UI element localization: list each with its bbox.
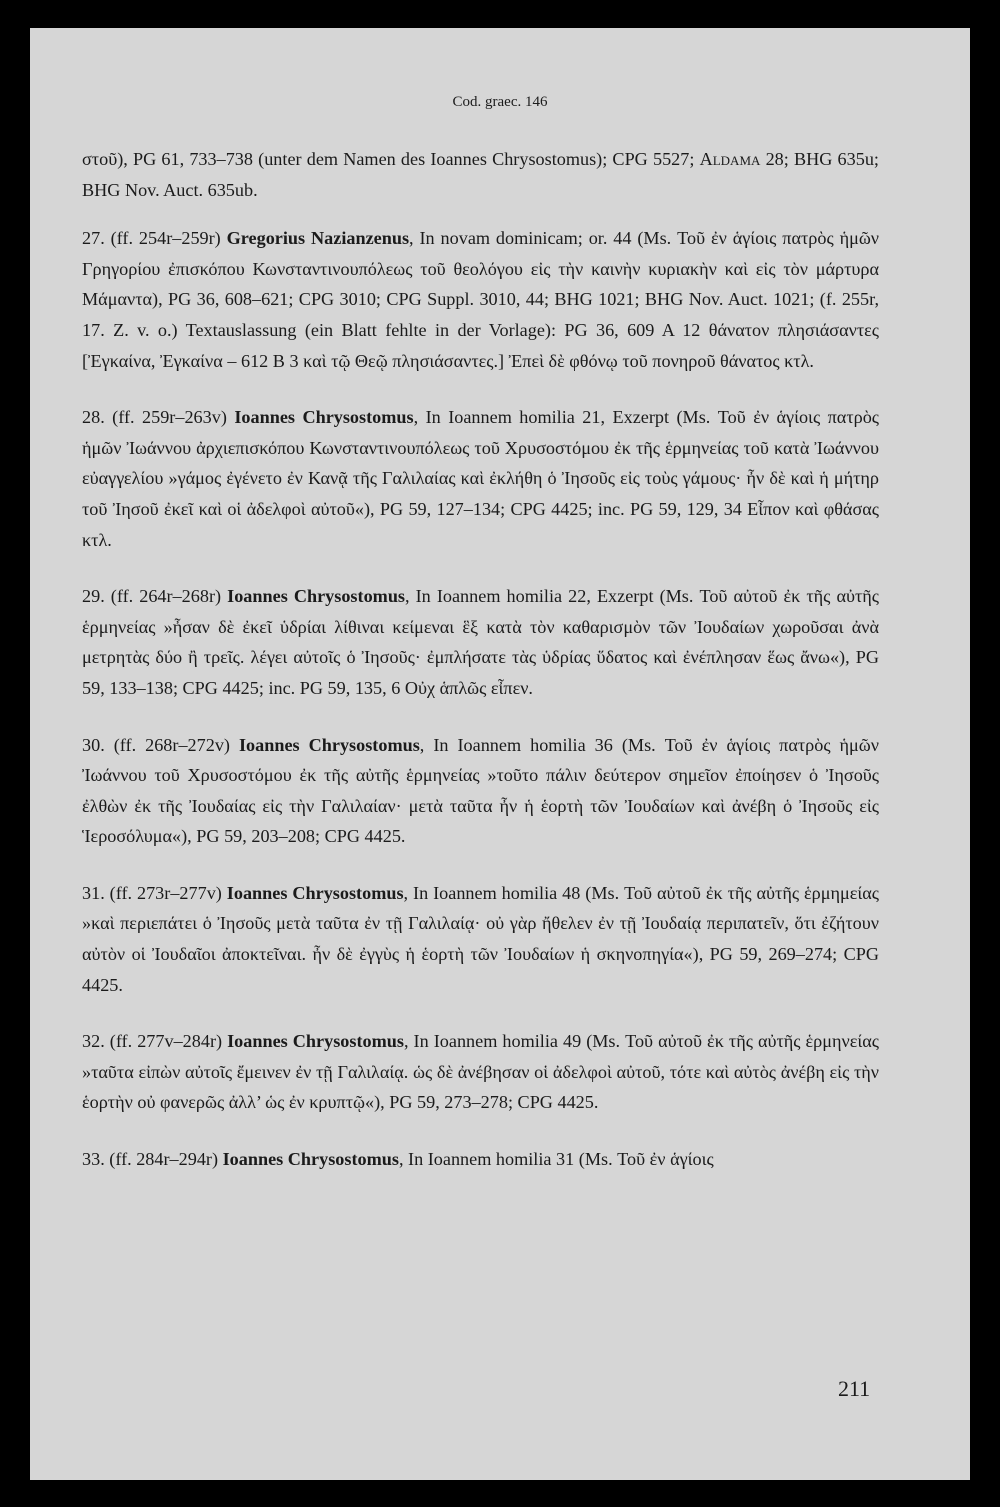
entry-32 [82,1026,879,1118]
entry-text: , In Ioannem homilia 22, Exzerpt (Ms. Τοῦ αὐτοῦ ἐκ τῆς αὐτῆς ἑρμηνείας »ἦσαν δὲ ἐκεῖ ὑδρίαι λίθιναι κείμεναι ἓξ κατὰ τὸν καθαρισμὸν τῶν Ἰουδαίων χωροῦσαι ἀνὰ μετρητὰς δύο ἢ τρεῖς. λέγει αὐτοῖς ὁ Ἰησοῦς· ἐμπλήσατε τὰς ὑδρίας ὕδατος καὶ ἐνέπλησαν ἕως ἄνω«), PG 59, 133–138; CPG 4425; inc. PG 59, 135, 6 Οὐχ ἁπλῶς εἶπεν. [82,586,880,698]
entry-text: , In novam dominicam; or. 44 (Ms. Τοῦ ἐν ἁγίοις πατρὸς ἡμῶν Γρηγορίου ἐπισκόπου Κωνσταντινουπόλεως τοῦ θεολόγου εἰς τὴν καινὴν κυριακὴν καὶ εἰς τὸν μάρτυρα Μάμαντα), PG 36, 608–621; CPG 3010; CPG Suppl. 3010, 44; BHG 1021; BHG Nov. Auct. 1021; (f. 255r, 17. Z. v. o.) Textauslassung (ein Blatt fehlte in der Vorlage): PG 36, 609 A 12 θάνατον πλησιάσαντες [Ἐγκαίνα, Ἐγκαίνα – 612 B 3 καὶ τῷ Θεῷ πλησιάσαντες.] Ἐπεὶ δὲ φθόνῳ τοῦ πονηροῦ θάνατος κτλ. [82,228,880,371]
entry-author: Ioannes Chrysostomus [222,1149,399,1170]
entry-text: , In Ioannem homilia 49 (Ms. Τοῦ αὐτοῦ ἐκ τῆς αὐτῆς ἑρμηνείας »ταῦτα εἰπὼν αὐτοῖς ἔμεινεν ἐν τῇ Γαλιλαίᾳ. ὡς δὲ ἀνέβησαν οἱ ἀδελφοὶ αὐτοῦ, τότε καὶ αὐτὸς ἀνέβη εἰς τὴν ἑορτὴν οὐ φανερῶς ἀλλ’ ὡς ἐν κρυπτῷ«), PG 59, 273–278; CPG 4425. [82,1031,880,1113]
entry-text: , In Ioannem homilia 36 (Ms. Τοῦ ἐν ἁγίοις πατρὸς ἡμῶν Ἰωάννου τοῦ Χρυσοστόμου ἐκ τῆς αὐτῆς ἑρμηνείας »τοῦτο πάλιν δεύτερον σημεῖον ἐποίησεν ὁ Ἰησοῦς ἐλθὼν ἐκ τῆς Ἰουδαίας εἰς τὴν Γαλιλαίαν· μετὰ ταῦτα ἦν ἡ ἑορτὴ τῶν Ἰουδαίων καὶ ἀνέβη ὁ Ἰησοῦς εἰς Ἱεροσόλυμα«), PG 59, 203–208; CPG 4425. [82,734,879,847]
author-smallcaps: Aldama [699,149,761,169]
entry-author: Gregorius Nazianzenus [226,228,410,249]
entry-31 [82,878,879,1000]
entry-number: 28. (ff. 259r–263v) [82,407,227,428]
entry-author: Ioannes Chrysostomus [226,882,404,903]
entry-number: 29. (ff. 264r–268r) [82,586,222,607]
entry-text: στοῦ), PG 61, 733–738 (unter dem Namen des Ioannes Chrysostomus); CPG 5527; [82,149,700,169]
entry-text: , In Ioannem homilia 21, Exzerpt (Ms. Τοῦ ἐν ἁγίοις πατρὸς ἡμῶν Ἰωάννου ἀρχιεπισκόπου Κωνσταντινουπόλεως τοῦ Χρυσοστόμου ἐκ τῆς ἑρμηνείας τοῦ κατὰ Ἰωάννου εὐαγγελίου »γάμος ἐγένετο ἐν Κανᾷ τῆς Γαλιλαίας καὶ ἐκλήθη ὁ Ἰησοῦς εἰς τοὺς γάμους· ἦν δὲ καὶ ἡ μήτηρ τοῦ Ἰησοῦ ἐκεῖ καὶ οἱ ἀδελφοὶ αὐτοῦ«), PG 59, 127–134; CPG 4425; inc. PG 59, 129, 34 Εἶπον καὶ φθάσας κτλ. [82,407,879,550]
entry-text-tail: 28; BHG 635u; BHG Nov. Auct. 635ub. [82,149,879,200]
entry-number: 27. (ff. 254r–259r) [82,228,221,249]
entry-26-continued [82,144,879,205]
entry-author: Ioannes Chrysostomus [238,734,420,755]
entry-author: Ioannes Chrysostomus [227,1031,404,1052]
entry-text: , In Ioannem homilia 31 (Ms. Τοῦ ἐν ἁγίοις [398,1149,714,1170]
entry-number: 31. (ff. 273r–277v) [82,882,222,903]
entry-33 [82,1144,879,1175]
entry-number: 30. (ff. 268r–272v) [82,734,230,755]
entry-number: 32. (ff. 277v–284r) [82,1031,223,1052]
entry-30 [82,730,879,852]
entry-28 [82,402,879,555]
running-head: Cod. graec. 146 [452,94,548,110]
entry-author: Ioannes Chrysostomus [227,586,406,607]
page-number: 211 [838,1376,871,1401]
entry-29 [82,581,879,703]
entry-number: 33. (ff. 284r–294r) [82,1149,219,1170]
entry-author: Ioannes Chrysostomus [234,407,414,428]
entry-text: , In Ioannem homilia 48 (Ms. Τοῦ αὐτοῦ ἐκ τῆς αὐτῆς ἑρμημείας »καὶ περιεπάτει ὁ Ἰησοῦς μετὰ ταῦτα ἐν τῇ Γαλιλαίᾳ· οὐ γὰρ ἤθελεν ἐν τῇ Ἰουδαίᾳ περιπατεῖν, ὅτι ἐζήτουν αὐτὸν οἱ Ἰουδαῖοι ἀποκτεῖναι. ἦν δὲ ἐγγὺς ἡ ἑορτὴ τῶν Ἰουδαίων ἡ σκηνοπηγία«), PG 59, 269–274; CPG 4425. [82,882,879,995]
entry-27 [82,223,879,376]
catalogue-text [82,144,879,1201]
